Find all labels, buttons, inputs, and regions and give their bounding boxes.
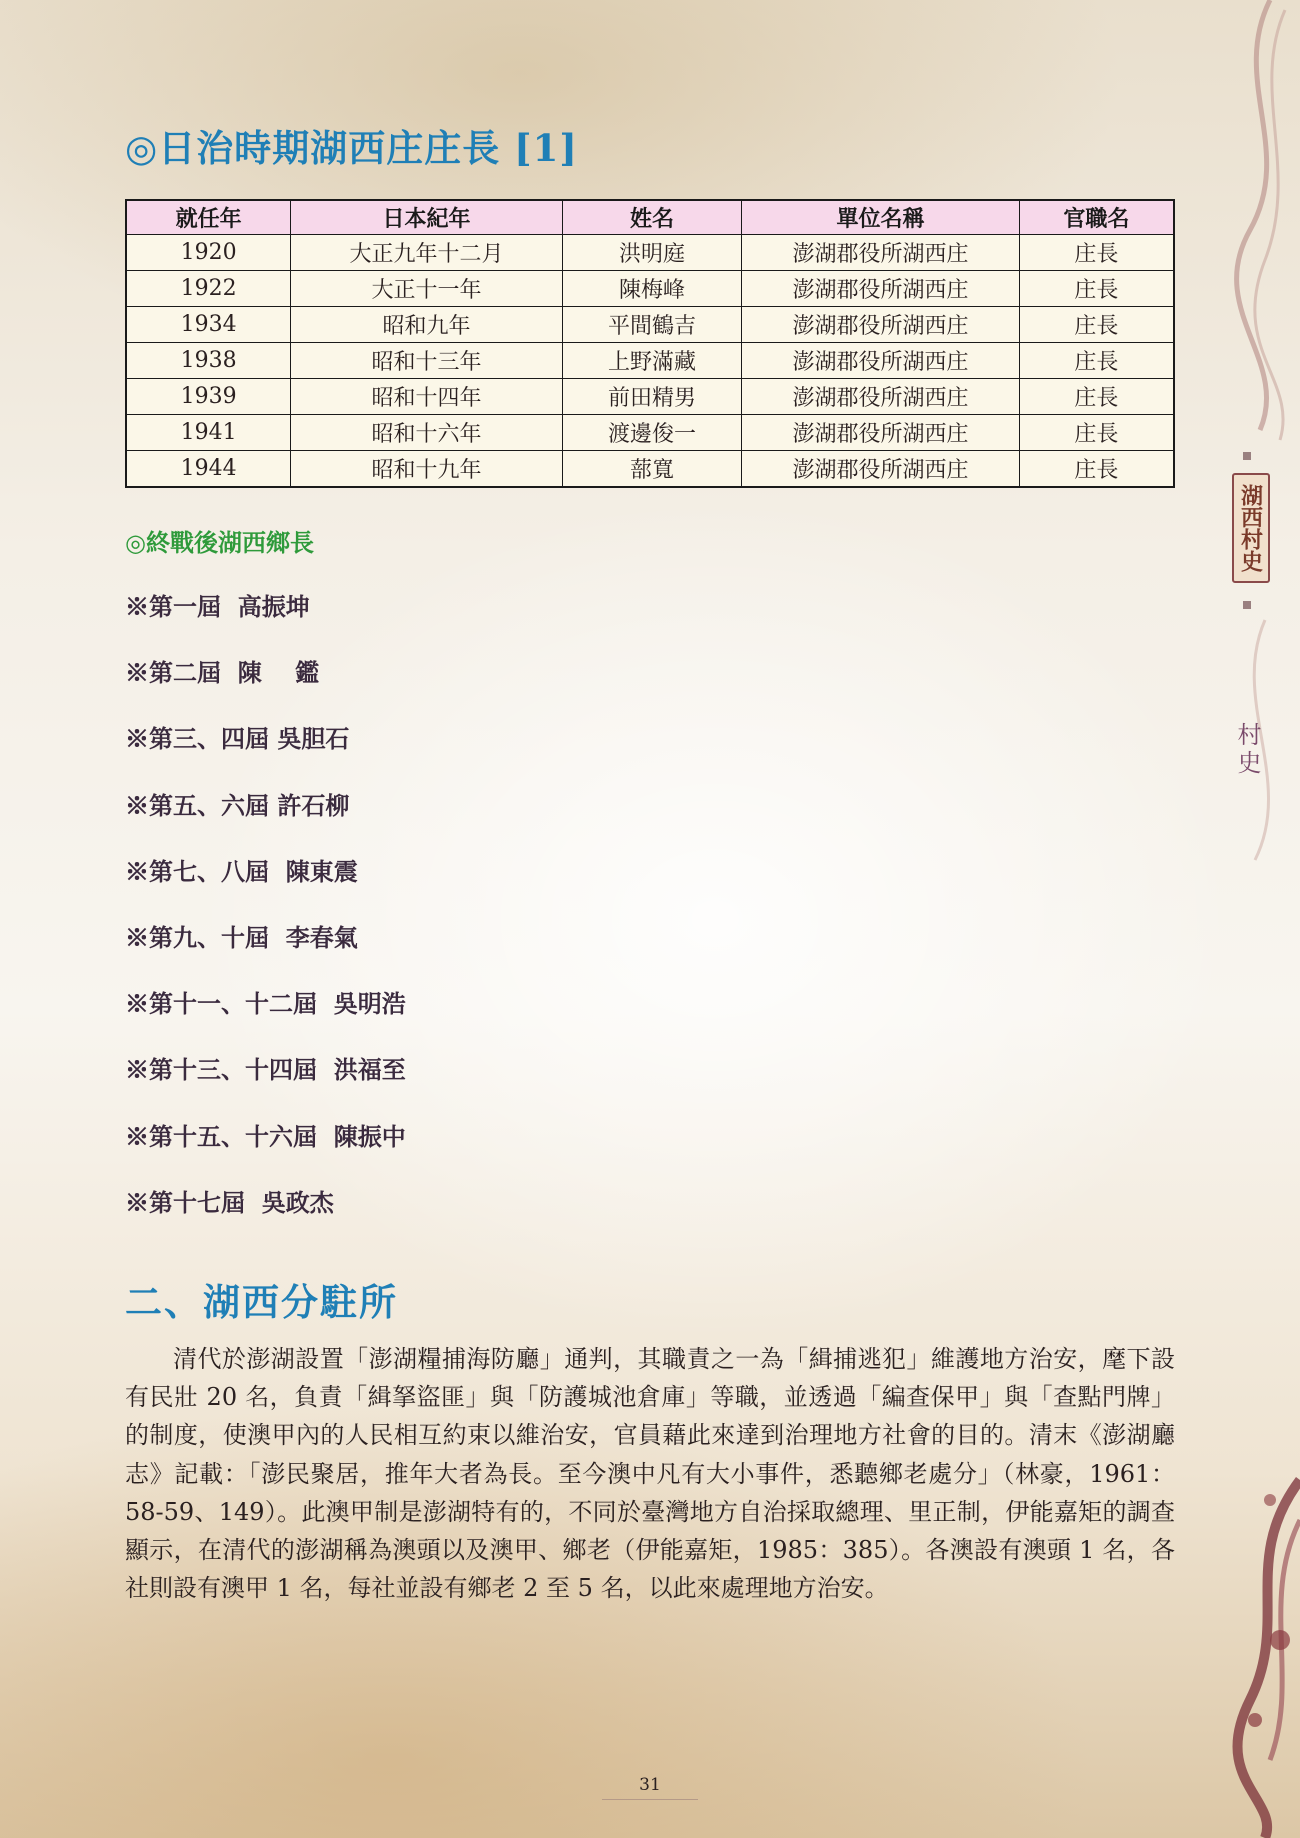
table-cell: 平間鶴吉 xyxy=(562,307,742,343)
list-item: ※第十三、十四屆 洪福至 xyxy=(125,1055,406,1085)
page-number-rule xyxy=(602,1799,698,1800)
table-cell: 昭和十九年 xyxy=(291,451,562,488)
table-cell: 澎湖郡役所湖西庄 xyxy=(742,415,1019,451)
chapter-label: 村史 xyxy=(1233,722,1261,778)
list-item: ※第十五、十六屆 陳振中 xyxy=(125,1121,406,1151)
table-cell: 庄長 xyxy=(1019,235,1174,271)
side-marker-dot xyxy=(1243,452,1251,460)
list-item: ※第一屆 高振坤 xyxy=(125,592,310,621)
table-cell: 庄長 xyxy=(1019,307,1174,343)
table-cell: 蔀寬 xyxy=(562,451,742,488)
side-marker-dot xyxy=(1243,601,1251,609)
table-row xyxy=(126,307,1174,343)
list-item: ※第二屆 陳 鑑 xyxy=(125,658,320,688)
list-item: ※第七、八屆 陳東震 xyxy=(125,856,358,886)
column-header: 官職名 xyxy=(1019,200,1174,235)
table-cell: 昭和九年 xyxy=(291,307,562,343)
section-title: 二、湖西分駐所 xyxy=(125,1280,398,1324)
table-cell: 上野滿藏 xyxy=(562,343,742,379)
list-item: ※第十一、十二屆 吳明浩 xyxy=(125,989,406,1019)
table-row xyxy=(126,235,1174,271)
page-heading: ◎日治時期湖西庄庄長 [1] xyxy=(125,126,578,170)
table-cell: 澎湖郡役所湖西庄 xyxy=(742,343,1019,379)
column-header: 單位名稱 xyxy=(742,200,1019,235)
list-item: ※第三、四屆 吳胆石 xyxy=(125,724,350,754)
table-cell: 前田精男 xyxy=(562,379,742,415)
list-item: ※第十七屆 吳政杰 xyxy=(125,1187,334,1217)
page-number: 31 xyxy=(639,1775,661,1795)
table-cell: 澎湖郡役所湖西庄 xyxy=(742,235,1019,271)
table-row xyxy=(126,415,1174,451)
table-cell: 洪明庭 xyxy=(562,235,742,271)
table-cell: 昭和十六年 xyxy=(291,415,562,451)
table-cell: 1938 xyxy=(126,343,291,379)
column-header: 姓名 xyxy=(562,200,742,235)
table-row xyxy=(126,451,1174,488)
table-row xyxy=(126,343,1174,379)
column-header: 就任年 xyxy=(126,200,291,235)
column-header: 日本紀年 xyxy=(291,200,562,235)
body-paragraph: 清代於澎湖設置「澎湖糧捕海防廳」通判，其職責之一為「緝捕逃犯」維護地方治安，麾下設有民壯 20 名，負責「緝拏盜匪」與「防護城池倉庫」等職，並透過「編查保甲」與「查點門牌」的制度，使澳甲內的人民相互約束以維治安，官員藉此來達到治理地方社會的目的。清末《澎湖廳志》記載：「澎民聚居，推年大者為長。至今澳中凡有大小事件，悉聽鄉老處分」（林豪，1961：58-59、149）。此澳甲制是澎湖特有的，不同於臺灣地方自治採取總理、里正制，伊能嘉矩的調查顯示，在清代的澎湖稱為澳頭以及澳甲、鄉老（伊能嘉矩，1985：385）。各澳設有澳頭 1 名，各社則設有澳甲 1 名，每社並設有鄉老 2 至 5 名，以此來處理地方治安。 xyxy=(125,1345,1175,1603)
table-cell: 陳梅峰 xyxy=(562,271,742,307)
table-cell: 1920 xyxy=(126,235,291,271)
table-cell: 庄長 xyxy=(1019,415,1174,451)
postwar-heading: ◎終戰後湖西鄉長 xyxy=(125,528,314,557)
table-cell: 澎湖郡役所湖西庄 xyxy=(742,271,1019,307)
table-cell: 大正十一年 xyxy=(291,271,562,307)
table-cell: 大正九年十二月 xyxy=(291,235,562,271)
township-chief-list xyxy=(125,587,406,1249)
list-item: ※第五、六屆 許石柳 xyxy=(125,790,350,820)
book-title-tab: 湖西村史 xyxy=(1232,473,1270,583)
table-cell: 1944 xyxy=(126,451,291,488)
table-cell: 渡邊俊一 xyxy=(562,415,742,451)
table-cell: 1934 xyxy=(126,307,291,343)
table-header-row xyxy=(126,200,1174,235)
table-row xyxy=(126,379,1174,415)
table-cell: 庄長 xyxy=(1019,379,1174,415)
table-cell: 1941 xyxy=(126,415,291,451)
floral-border-ornament xyxy=(1210,0,1300,1838)
table-cell: 昭和十四年 xyxy=(291,379,562,415)
table-cell: 1939 xyxy=(126,379,291,415)
table-cell: 昭和十三年 xyxy=(291,343,562,379)
list-item: ※第九、十屆 李春氣 xyxy=(125,922,358,952)
table-cell: 澎湖郡役所湖西庄 xyxy=(742,307,1019,343)
table-cell: 庄長 xyxy=(1019,343,1174,379)
table-cell: 庄長 xyxy=(1019,271,1174,307)
table-cell: 庄長 xyxy=(1019,451,1174,488)
table-cell: 1922 xyxy=(126,271,291,307)
officials-table xyxy=(125,199,1175,488)
table-cell: 澎湖郡役所湖西庄 xyxy=(742,379,1019,415)
table-row xyxy=(126,271,1174,307)
table-cell: 澎湖郡役所湖西庄 xyxy=(742,451,1019,488)
